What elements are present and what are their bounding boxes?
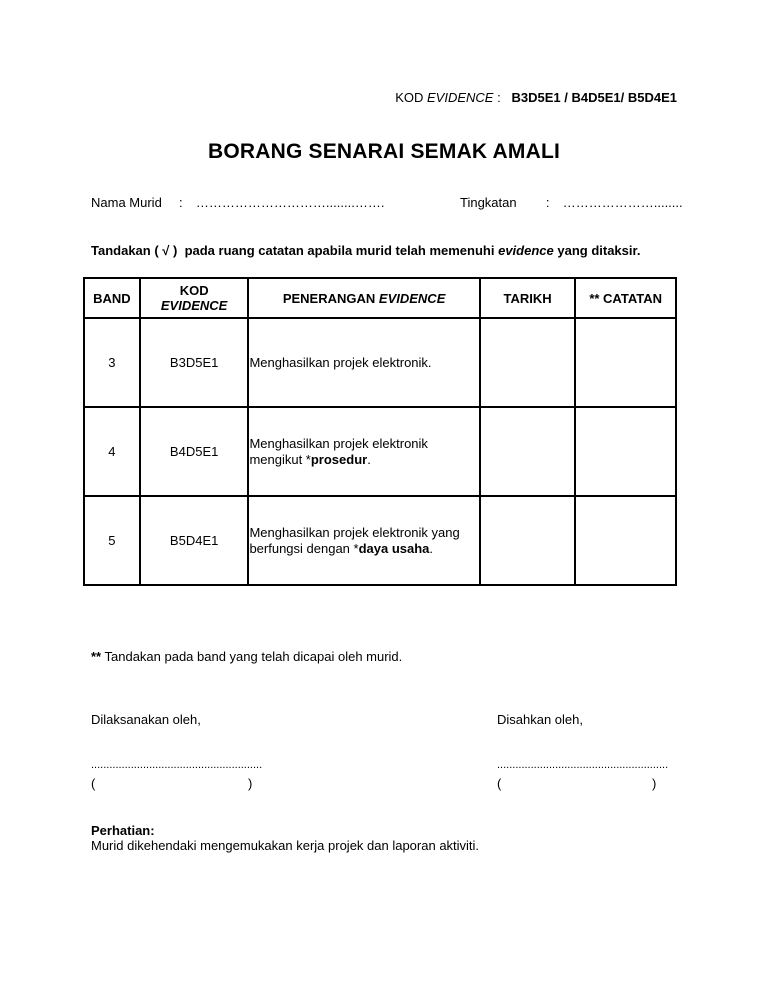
tingkatan-label: Tingkatan [460,195,517,210]
table-row [84,318,676,407]
right-close-paren: ) [652,776,657,791]
row-catatan-cell[interactable] [575,496,676,585]
tingkatan-dots: …………………........ [562,195,683,210]
perhatian-body: Murid dikehendaki mengemukakan kerja projek dan laporan aktiviti. [91,838,480,853]
tingkatan-field [460,195,683,210]
header-catatan: ** CATATAN [575,278,676,318]
nama-murid-field [91,195,384,210]
instruction-before: Tandakan ( √ ) pada ruang catatan apabila murid telah memenuhi [91,243,499,258]
header-penerangan [248,278,479,318]
header-kod-line1: KOD [179,283,209,298]
kod-values: B3D5E1 / B4D5E1/ B5D4E1 [511,90,677,105]
kod-separator: : [493,90,512,105]
left-close-paren: ) [248,776,253,791]
row-kod: B4D5E1 [140,407,249,496]
instruction-line [91,243,640,258]
right-signature-dots: ........................................................ [497,759,669,771]
row-description [248,318,479,407]
kod-prefix: KOD [395,90,427,105]
row-desc-end: . [367,451,371,467]
row-band: 3 [84,318,140,407]
disahkan-label: Disahkan oleh, [497,712,583,727]
right-open-paren: ( [497,776,502,791]
row-tarikh-cell[interactable] [480,318,576,407]
checklist-table [83,277,677,586]
page-title: BORANG SENARAI SEMAK AMALI [207,140,561,163]
kod-evidence-line [395,90,677,105]
header-kod-line2 [141,298,248,313]
row-desc-plain: Menghasilkan projek elektronik yang berfungsi dengan * [249,524,460,556]
nama-murid-colon: : [179,195,183,210]
row-description [248,407,479,496]
row-kod: B5D4E1 [140,496,249,585]
tingkatan-colon: : [545,195,550,210]
instruction-italic: evidence [498,243,554,258]
row-catatan-cell[interactable] [575,318,676,407]
row-tarikh-cell[interactable] [480,407,576,496]
row-desc-bold: daya usaha [358,540,430,556]
header-tarikh: TARIKH [480,278,576,318]
note-text: Tandakan pada band yang telah dicapai oleh murid. [101,649,403,664]
kod-evidence-word: EVIDENCE [426,90,494,105]
header-penerangan-italic: EVIDENCE [378,290,446,306]
instruction-after: yang ditaksir. [553,243,641,258]
row-desc-end: . [429,540,434,556]
row-band: 4 [84,407,140,496]
perhatian-title: Perhatian: [91,823,155,838]
table-header-row [84,278,676,318]
header-kod-evidence [140,278,249,318]
dilaksanakan-label: Dilaksanakan oleh, [91,712,201,727]
header-penerangan-text: PENERANGAN [282,290,379,306]
header-kod-evidence-italic: EVIDENCE [160,298,228,313]
row-catatan-cell[interactable] [575,407,676,496]
row-tarikh-cell[interactable] [480,496,576,585]
row-description [248,496,479,585]
nama-murid-dots: …………………………........……. [195,195,385,210]
row-desc-plain: Menghasilkan projek elektronik mengikut * [249,435,428,467]
row-desc-plain: Menghasilkan projek elektronik. [249,354,432,370]
table-row [84,407,676,496]
row-band: 5 [84,496,140,585]
row-kod: B3D5E1 [140,318,249,407]
band-note [91,649,402,664]
nama-murid-label: Nama Murid [91,195,162,210]
row-desc-bold: prosedur [310,451,368,467]
left-signature-dots: ........................................................ [91,759,263,771]
left-open-paren: ( [91,776,96,791]
header-band: BAND [84,278,140,318]
note-stars: ** [91,649,102,664]
table-row [84,496,676,585]
